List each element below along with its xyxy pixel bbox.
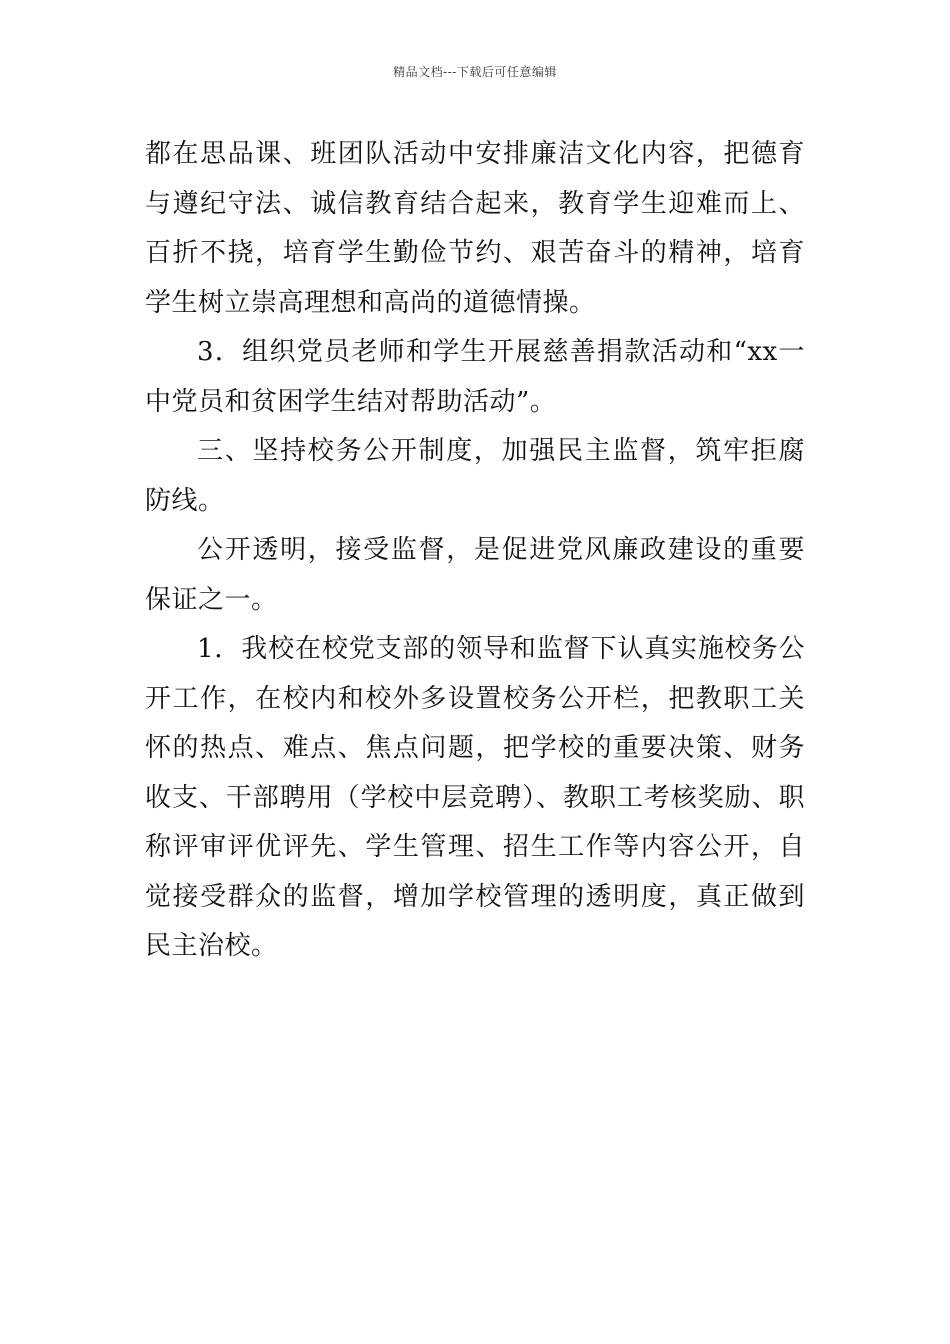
paragraph-item-3: 3．组织党员老师和学生开展慈善捐款活动和“xx一中党员和贫困学生结对帮助活动”。 — [145, 337, 805, 417]
paragraph-continuation: 都在思品课、班团队活动中安排廉洁文化内容，把德育与遵纪守法、诚信教育结合起来，教育学生迎难而上、百折不挠，培育学生勤俭节约、艰苦奋斗的精神，培育学生树立崇高理想和高尚的道德情操。 — [145, 139, 805, 318]
section-heading-3: 三、坚持校务公开制度，加强民主监督，筑牢拒腐防线。 — [145, 436, 805, 516]
page-header: 精品文档---下载后可任意编辑 — [393, 65, 557, 79]
paragraph-intro: 公开透明，接受监督，是促进党风廉政建设的重要保证之一。 — [145, 535, 805, 615]
paragraph-item-1: 1．我校在校党支部的领导和监督下认真实施校务公开工作，在校内和校外多设置校务公开栏，把教职工关怀的热点、难点、焦点问题，把学校的重要决策、财务收支、干部聘用（学校中层竞聘）、教职工考核奖励、职称评审评优评先、学生管理、招生工作等内容公开，自觉接受群众的监督，增加学校管理的透明度，真正做到民主治校。 — [145, 634, 805, 961]
document-body — [145, 130, 805, 972]
